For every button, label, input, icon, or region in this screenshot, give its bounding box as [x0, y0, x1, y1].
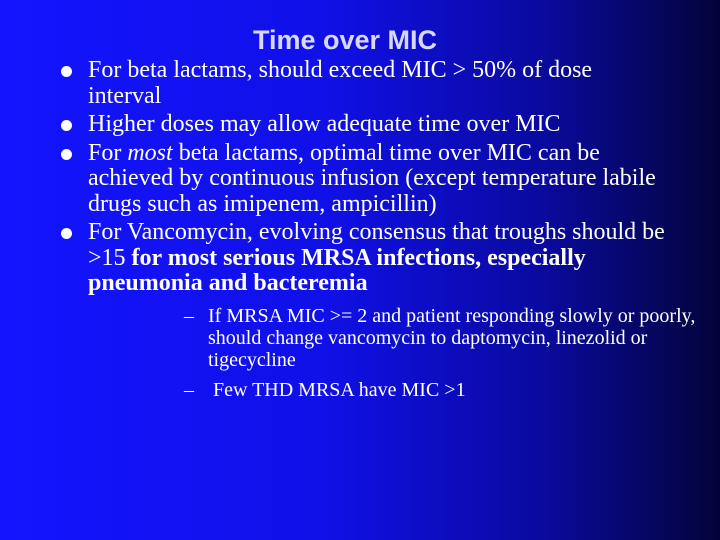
bullet-dot-icon [61, 149, 72, 160]
bullet-emphasis: most [127, 139, 173, 166]
bullet-text: For [88, 139, 128, 166]
bullet-dot-icon [61, 66, 72, 77]
bullet-dot-icon [61, 120, 72, 131]
bullet-text: Higher doses may allow adequate time over MIC [88, 111, 561, 137]
sub-bullet-list [88, 304, 696, 401]
slide-title: Time over MIC [252, 25, 438, 55]
bullet-item [0, 112, 668, 138]
bullet-text: For beta lactams, should exceed MIC > 50% of dose interval [88, 57, 593, 109]
sub-bullet-item [88, 379, 720, 401]
dash-marker-icon: – [184, 304, 194, 327]
bullet-list [0, 57, 696, 409]
bullet-item [0, 58, 668, 109]
sub-bullet-item [88, 305, 720, 371]
bullet-text: For Vancomycin, evolving consensus that troughs should be >15 [88, 219, 665, 271]
bullet-item [0, 219, 696, 401]
bullet-item [0, 141, 668, 218]
bullet-dot-icon [61, 228, 72, 239]
bullet-text: beta lactams, optimal time over MIC can be achieved by continuous infusion (except temperature labile drugs such as imipenem, ampicillin) [88, 139, 656, 217]
sub-bullet-text: Few THD MRSA have MIC >1 [208, 378, 466, 401]
dash-marker-icon: – [184, 378, 194, 401]
bullet-bold-text: for most serious MRSA infections, especially pneumonia and bacteremia [88, 244, 586, 296]
sub-bullet-text: If MRSA MIC >= 2 and patient responding slowly or poorly, should change vancomycin to daptomycin, linezolid or tigecycline [208, 304, 696, 371]
